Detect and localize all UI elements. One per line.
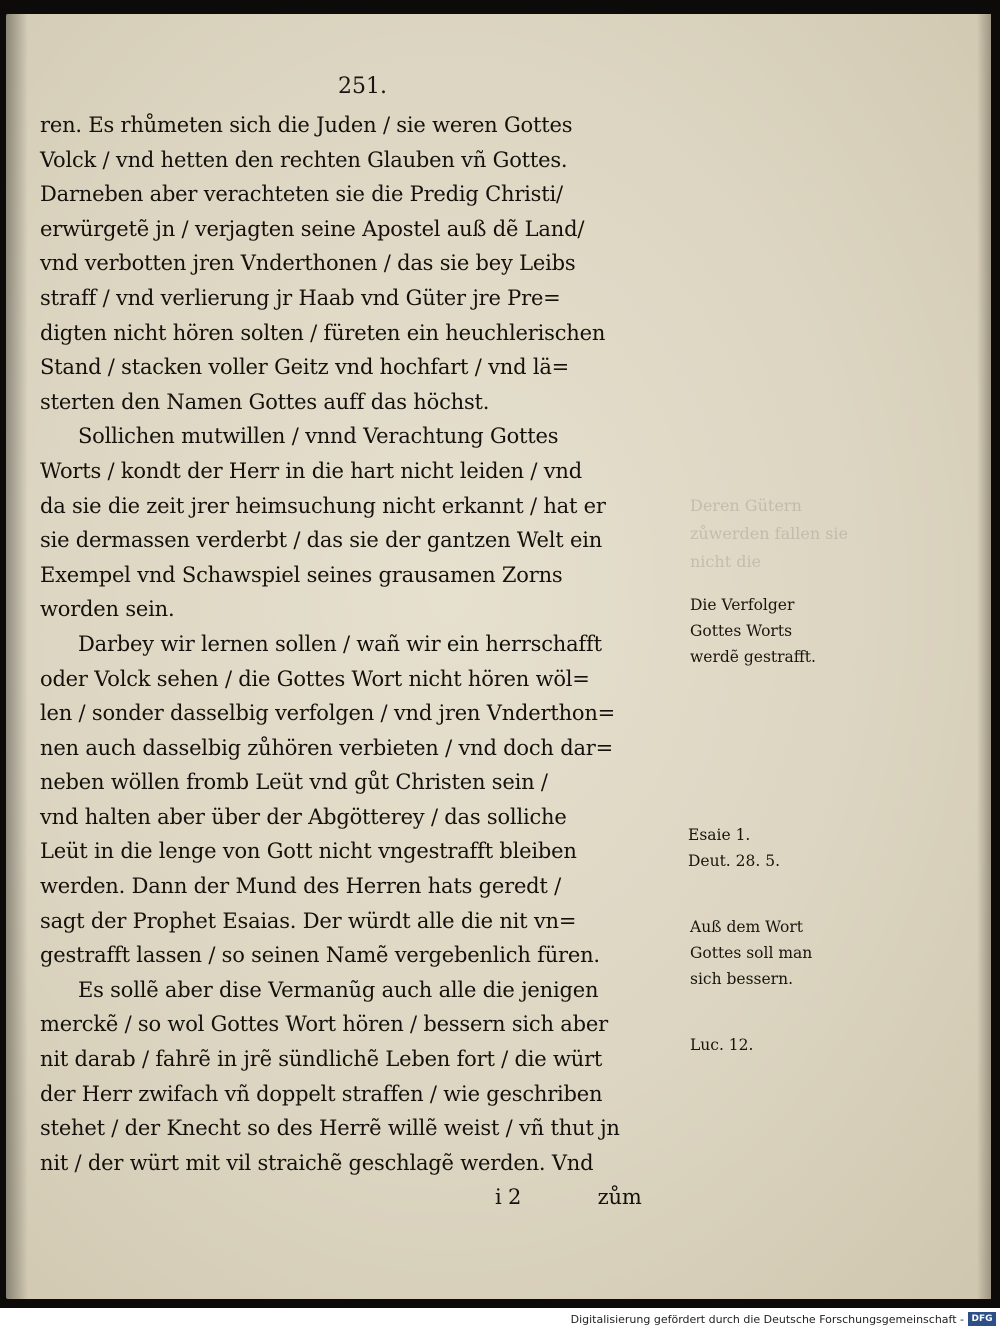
page-edge [977, 14, 991, 1299]
text-line: digten nicht hören solten / füreten ein heuchlerischen [40, 320, 606, 345]
text-line: Volck / vnd hetten den rechten Glauben vñ Gottes. [40, 147, 568, 172]
text-line: vnd verbotten jren Vnderthonen / das sie bey Leibs [40, 251, 576, 276]
text-line: Worts / kondt der Herr in die hart nicht leiden / vnd [40, 458, 582, 483]
margin-note-line: Die Verfolger [690, 596, 795, 614]
text-line: sie dermassen verderbt / das sie der gantzen Welt ein [40, 528, 603, 553]
main-text-block [40, 108, 690, 1215]
text-line: ren. Es rhůmeten sich die Juden / sie weren Gottes [40, 113, 573, 137]
text-line: der Herr zwifach vñ doppelt straffen / wie geschriben [40, 1081, 603, 1106]
text-line: stehet / der Knecht so des Herrẽ willẽ weist / vñ thut jn [40, 1116, 620, 1141]
bleed-line: Deren Gütern [690, 496, 802, 515]
signature-mark: i 2 [495, 1185, 522, 1210]
text-line: da sie die zeit jrer heimsuchung nicht erkannt / hat er [40, 493, 606, 518]
text-line: erwürgetẽ jn / verjagten seine Apostel auß dẽ Land/ [40, 216, 585, 241]
text-line: werden. Dann der Mund des Herren hats geredt / [40, 874, 561, 899]
catchword: zům [597, 1185, 642, 1210]
margin-note-improve [690, 914, 860, 992]
page-number: 251. [338, 74, 387, 99]
text-line: merckẽ / so wol Gottes Wort hören / bessern sich aber [40, 1012, 608, 1037]
text-line: straff / vnd verlierung jr Haab vnd Güter jre Pre= [40, 285, 561, 310]
funding-credit: Digitalisierung gefördert durch die Deutsche Forschungsgemeinschaft - [570, 1313, 964, 1326]
dfg-logo: DFG [968, 1312, 996, 1326]
margin-note-line: Luc. 12. [690, 1036, 754, 1054]
text-line: gestrafft lassen / so seinen Namẽ vergebenlich füren. [40, 943, 600, 968]
margin-note-persecutors [690, 592, 860, 670]
text-line: len / sonder dasselbig verfolgen / vnd jren Vnderthon= [40, 701, 616, 726]
paragraph-start-line: Darbey wir lernen sollen / wañ wir ein herrschafft [78, 631, 602, 656]
paragraph-start-line: Es sollẽ aber dise Vermanũg auch alle die jenigen [78, 977, 599, 1002]
text-line: Exempel vnd Schawspiel seines grausamen Zorns [40, 562, 563, 587]
paragraph-start-line: Sollichen mutwillen / vnnd Verachtung Gottes [78, 424, 559, 449]
margin-note-line: Gottes soll man [690, 944, 813, 962]
footer-bar [0, 1308, 1000, 1331]
margin-note-line: sich bessern. [690, 970, 793, 988]
text-line: sagt der Prophet Esaias. Der würdt alle die nit vn= [40, 908, 577, 933]
text-line: Leüt in die lenge von Gott nicht vngestrafft bleiben [40, 839, 577, 864]
margin-note-references [688, 822, 858, 874]
text-line: sterten den Namen Gottes auff das höchst. [40, 389, 490, 414]
text-line: Stand / stacken voller Geitz vnd hochfart / vnd lä= [40, 355, 570, 380]
text-line: Darneben aber verachteten sie die Predig Christi/ [40, 182, 563, 207]
text-line: neben wöllen fromb Leüt vnd gůt Christen sein / [40, 770, 548, 795]
signature-catchword-line [40, 1180, 690, 1215]
text-line: oder Volck sehen / die Gottes Wort nicht hören wöl= [40, 666, 590, 691]
margin-note-line: Auß dem Wort [690, 918, 804, 936]
gutter-shadow [6, 14, 28, 1299]
text-line: nit darab / fahrẽ in jrẽ sündlichẽ Leben fort / die würt [40, 1047, 603, 1072]
margin-note-line: werdẽ gestrafft. [690, 648, 816, 666]
text-line: vnd halten aber über der Abgötterey / das solliche [40, 804, 567, 829]
margin-note-line: Deut. 28. 5. [688, 852, 781, 870]
text-line: worden sein. [40, 597, 175, 622]
margin-note-luke [690, 1032, 860, 1058]
margin-note-line: Esaie 1. [688, 826, 751, 844]
bleed-line: zůwerden fallen sie nicht die [690, 524, 848, 571]
bleed-through-text [690, 492, 860, 576]
text-line: nit / der würt mit vil straichẽ geschlagẽ werden. Vnd [40, 1150, 594, 1175]
text-line: nen auch dasselbig zůhören verbieten / vnd doch dar= [40, 735, 614, 760]
margin-note-line: Gottes Worts [690, 622, 793, 640]
